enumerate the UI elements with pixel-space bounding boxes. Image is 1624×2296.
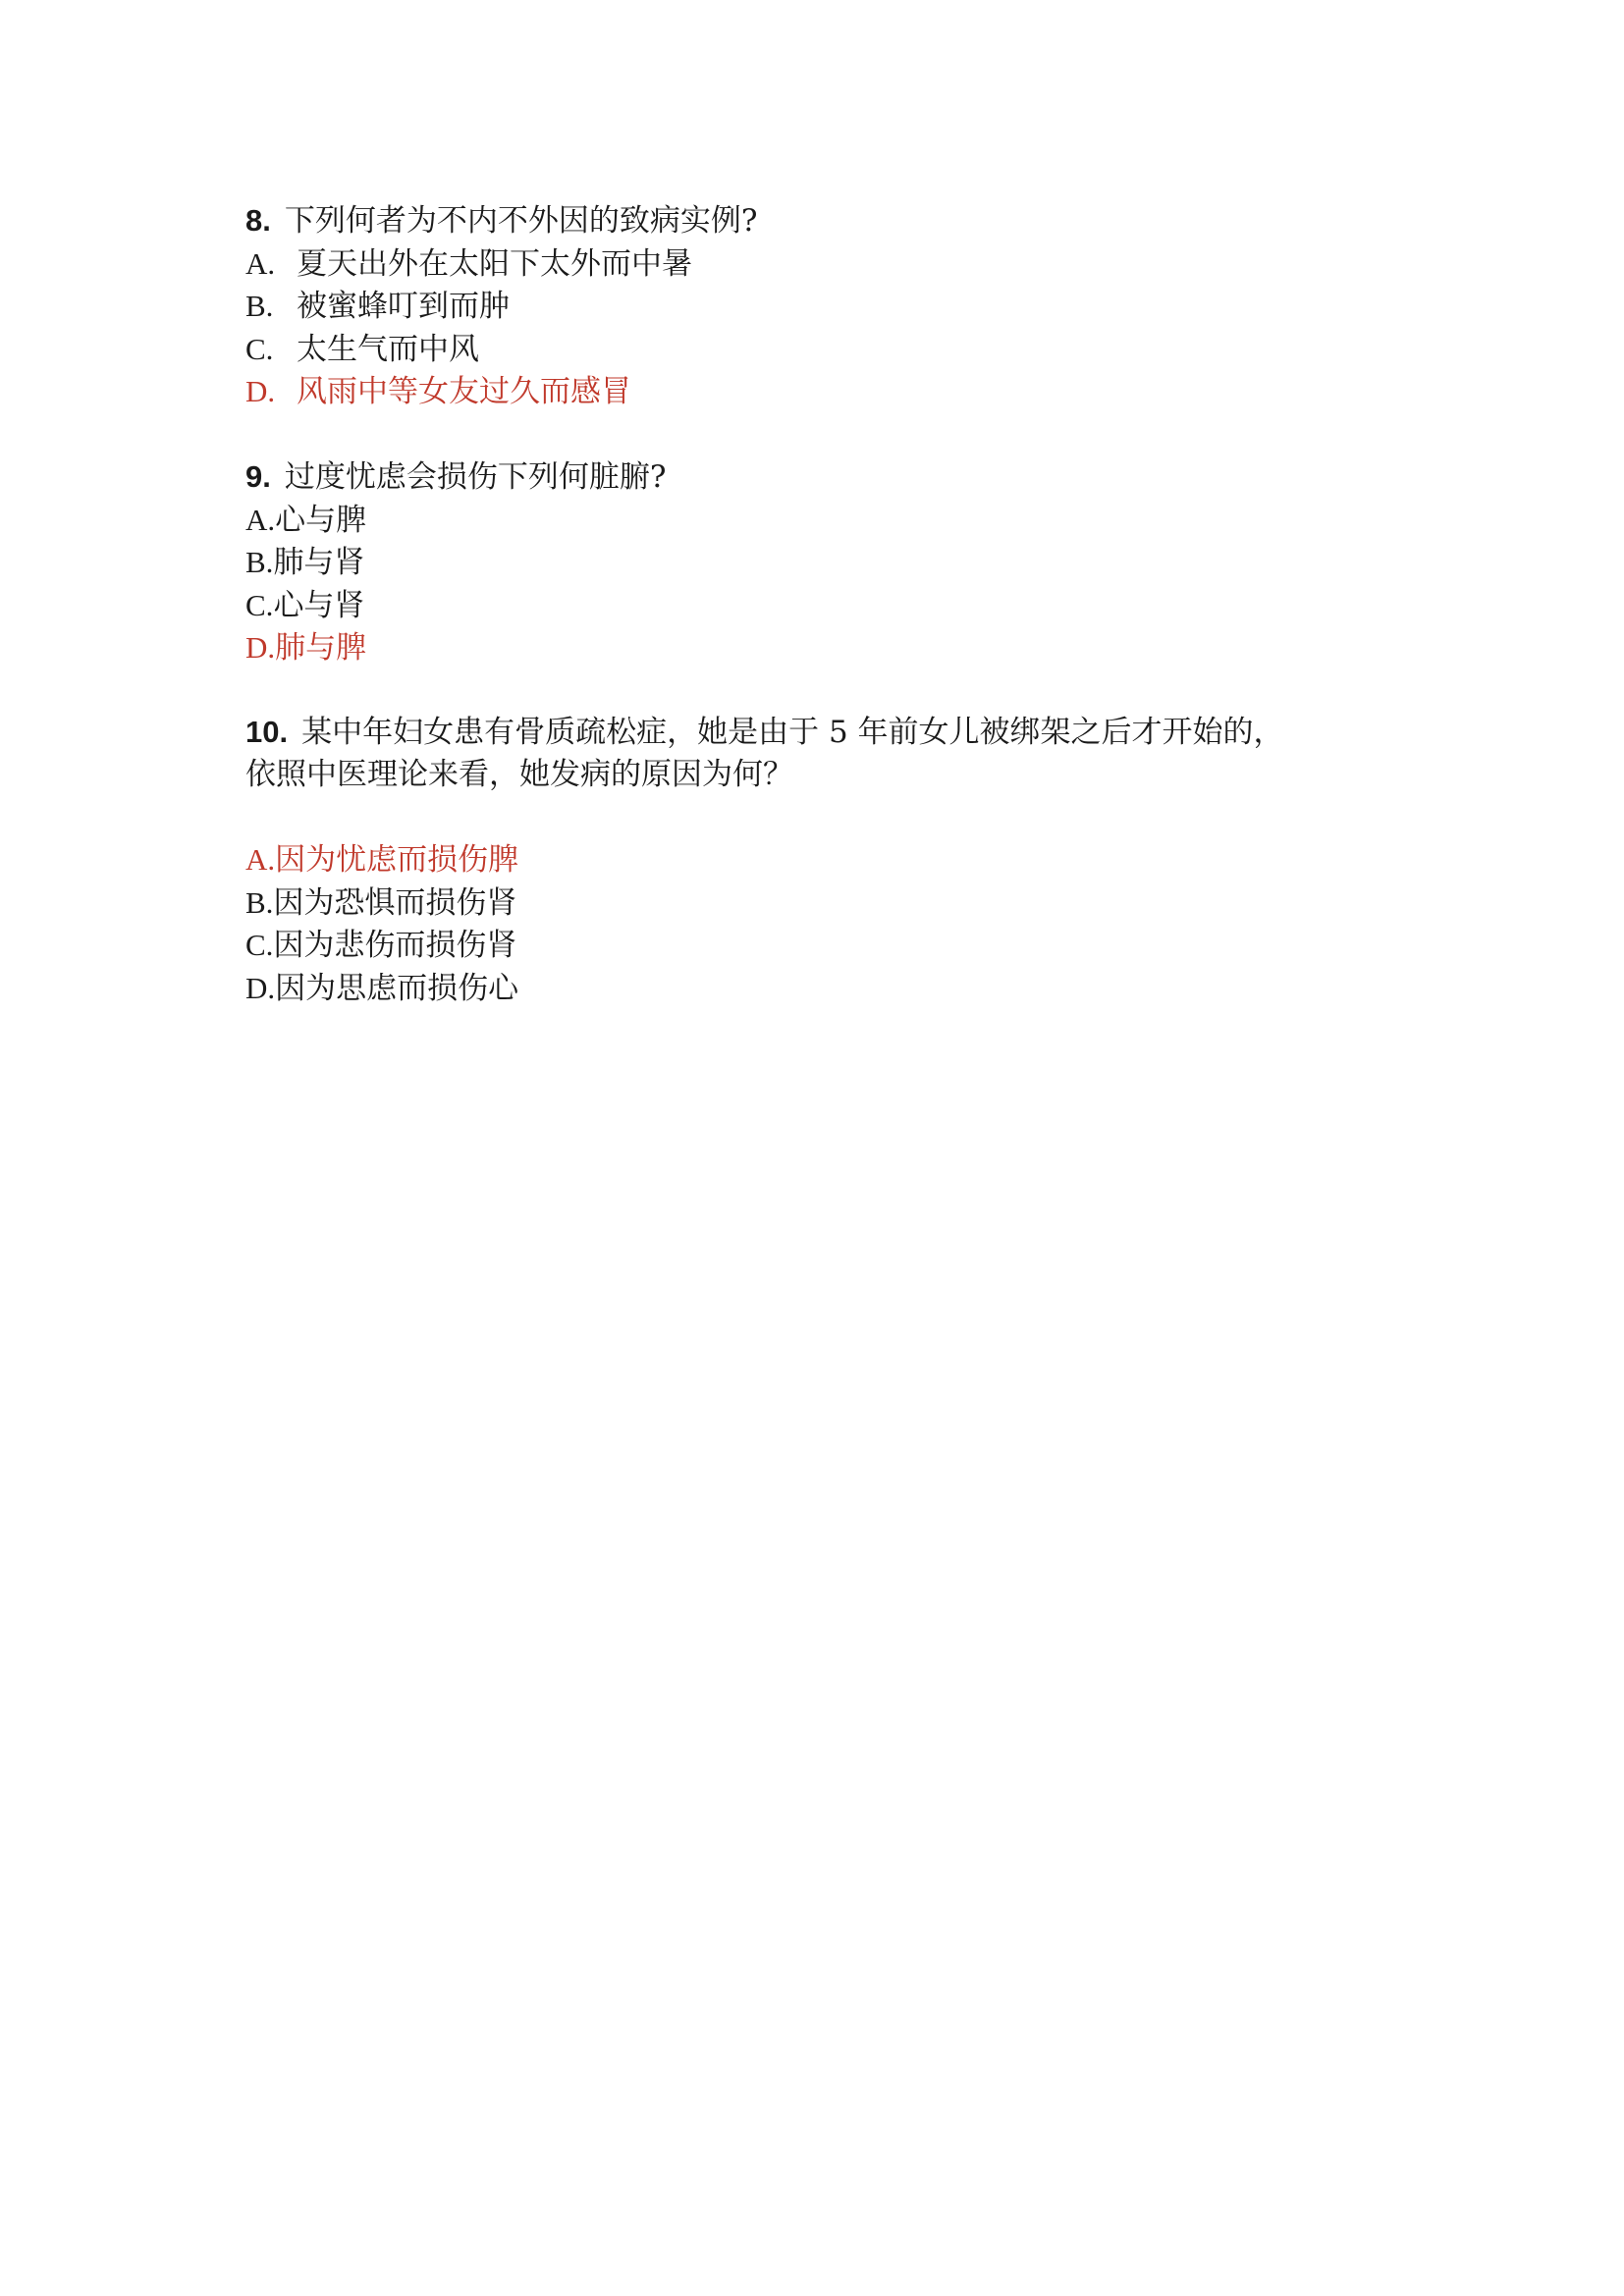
option-text: 被蜜蜂叮到而肿 [297,289,510,324]
question-8 [245,199,1394,413]
option-c [245,924,1394,967]
option-text: 太生气而中风 [297,331,479,367]
option-a-correct-answer [245,838,1394,881]
option-letter: A. [245,245,276,281]
option-letter: A. [245,842,276,877]
question-text: 某中年妇女患有骨质疏松症，她是由于 5 年前女儿被绑架之后才开始的， [301,715,1284,750]
option-text: 风雨中等女友过久而感冒 [297,374,631,409]
option-letter: C. [245,928,274,962]
option-b [245,881,1394,925]
option-c [245,328,1394,371]
option-letter: C. [245,331,274,366]
option-letter: D. [245,970,276,1005]
question-number: 8. [245,203,271,238]
question-text: 下列何者为不内不外因的致病实例? [284,203,758,239]
option-text: 因为悲伤而损伤肾 [273,928,517,963]
question-stem [245,455,1394,499]
option-c [245,584,1394,627]
option-letter: A. [245,502,276,537]
option-letter: D. [245,374,276,408]
question-number: 9. [245,459,271,494]
option-b [245,285,1394,328]
question-text: 依照中医理论来看，她发病的原因为何？ [245,756,793,792]
option-a [245,499,1394,542]
question-stem-line-2 [245,754,1394,797]
option-d-correct-answer [245,370,1394,413]
option-text: 因为忧虑而损伤脾 [275,842,519,878]
question-stem [245,199,1394,242]
option-text: 心与肾 [273,587,365,623]
question-9 [245,455,1394,669]
option-text: 肺与脾 [275,630,367,666]
option-letter: B. [245,545,274,579]
question-10 [245,711,1394,1009]
option-text: 心与脾 [275,502,367,538]
option-letter: D. [245,630,276,665]
option-text: 因为恐惧而损伤肾 [273,884,517,921]
option-d-correct-answer [245,626,1394,669]
question-stem-line-1 [245,711,1394,754]
option-text: 因为思虑而损伤心 [275,970,519,1006]
option-text: 肺与肾 [273,545,365,580]
option-text: 夏天出外在太阳下太外而中暑 [297,245,692,282]
option-b [245,541,1394,584]
option-letter: B. [245,884,274,920]
option-letter: B. [245,289,274,323]
option-d [245,967,1394,1010]
option-a [245,242,1394,286]
option-letter: C. [245,587,274,622]
question-text: 过度忧虑会损伤下列何脏腑? [284,459,667,495]
question-number: 10. [245,715,289,749]
spacer [245,796,1394,838]
